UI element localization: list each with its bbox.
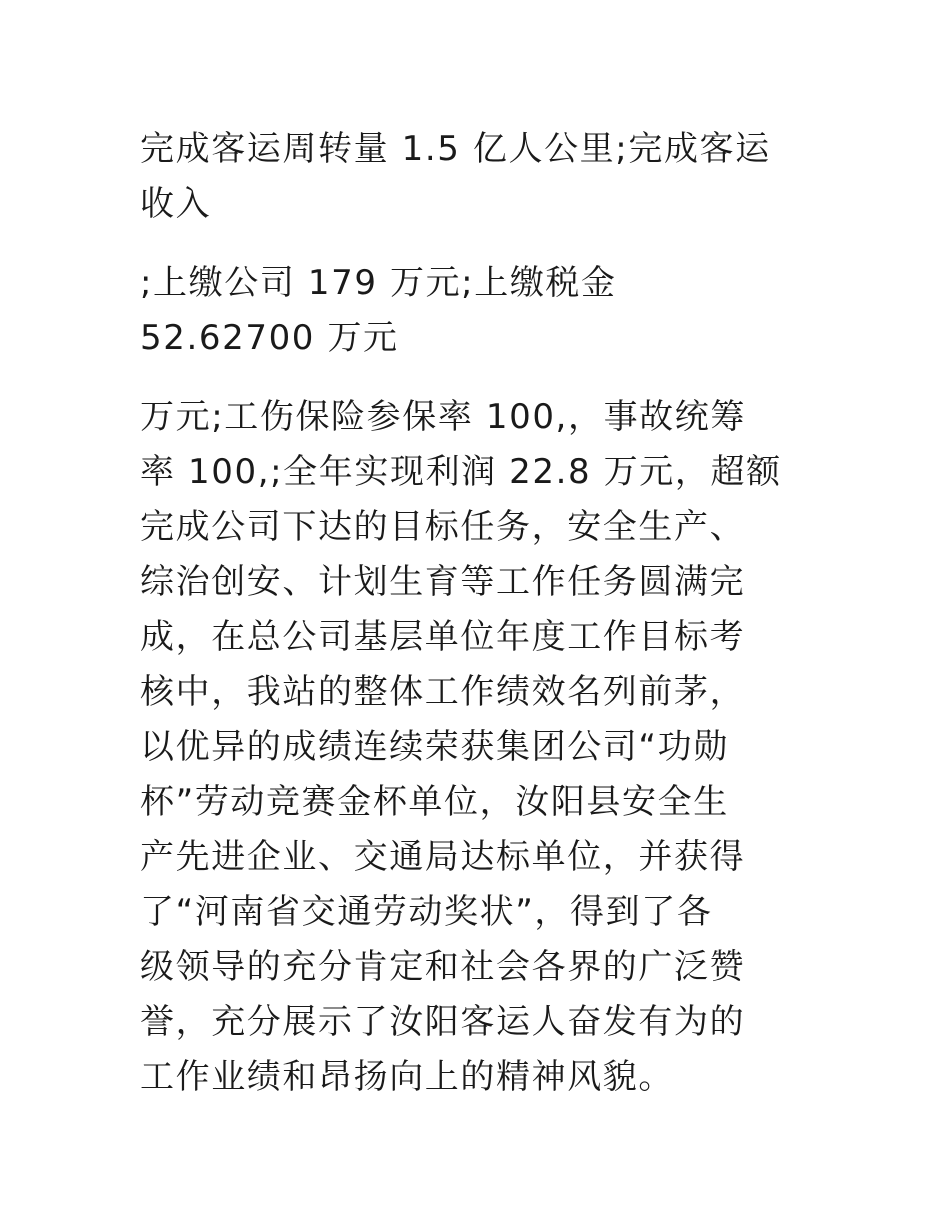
paragraph-2 [140,256,810,366]
text-line: 综治创安、计划生育等工作任务圆满完 [140,562,746,602]
text-line: 完成客运周转量 1.5 亿人公里;完成客运 [140,129,771,169]
text-line: 杯”劳动竞赛金杯单位，汝阳县安全生 [140,782,729,822]
text-line: 率 100,;全年实现利润 22.8 万元，超额 [140,452,782,492]
paragraph-3 [140,390,810,1105]
text-line: 万元;工伤保险参保率 100,，事故统筹 [140,397,746,437]
text-line: 了“河南省交通劳动奖状”，得到了各 [140,892,713,932]
paragraph-1 [140,122,810,232]
text-line: 成，在总公司基层单位年度工作目标考 [140,617,746,657]
text-line: ;上缴公司 179 万元;上缴税金 [140,263,617,303]
text-line: 完成公司下达的目标任务，安全生产、 [140,507,746,547]
text-line: 工作业绩和昂扬向上的精神风貌。 [140,1057,674,1097]
text-line: 产先进企业、交通局达标单位，并获得 [140,837,746,877]
text-line: 誉，充分展示了汝阳客运人奋发有为的 [140,1002,746,1042]
text-line: 级领导的充分肯定和社会各界的广泛赞 [140,947,746,987]
text-line: 收入 [140,184,212,224]
text-line: 52.62700 万元 [140,318,399,358]
text-line: 以优异的成绩连续荣获集团公司“功勋 [140,727,729,767]
text-line: 核中，我站的整体工作绩效名列前茅， [140,672,746,712]
document-body [140,122,810,1105]
